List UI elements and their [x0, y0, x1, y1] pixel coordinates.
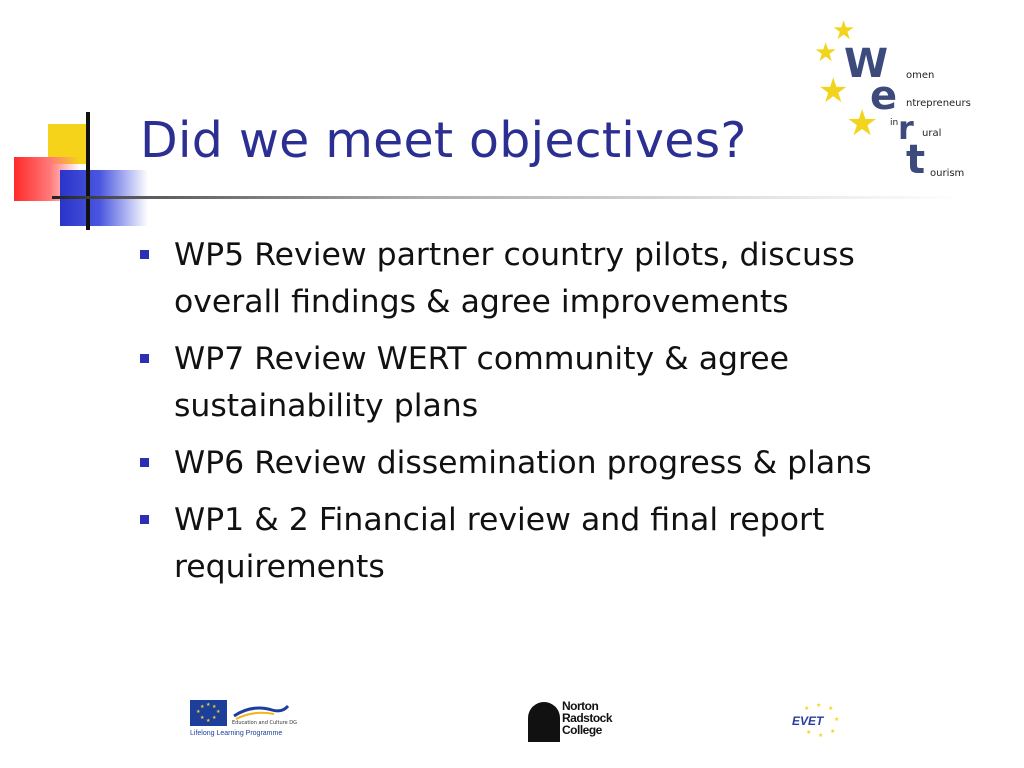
college-emblem-icon [528, 702, 560, 742]
bullet-marker [140, 458, 149, 467]
logo-word-rural: ural [922, 128, 942, 139]
logo-letter-w: W [844, 41, 889, 87]
bullet-list [138, 232, 968, 601]
title-underline [52, 196, 962, 199]
bullet-marker [140, 354, 149, 363]
logo-word-tourism: ourism [930, 168, 965, 179]
star-icon: ★ [846, 103, 879, 144]
star-icon: ★ [814, 38, 838, 68]
star-icon: ★ [804, 705, 810, 712]
bullet-item [138, 232, 968, 326]
bullet-item [138, 336, 968, 430]
logo-letter-e: e [870, 73, 898, 119]
eu-flag-icon: ★ ★ ★ ★ ★ ★ ★ ★ [190, 700, 227, 726]
bullet-marker [140, 250, 149, 259]
dg-caption: Education and Culture DG [232, 720, 297, 726]
star-icon: ★ [830, 728, 836, 735]
norton-radstock-college-logo [528, 700, 620, 746]
logo-letter-t: t [906, 137, 926, 183]
ecvet-logo [790, 702, 852, 742]
logo-word-women: omen [906, 70, 935, 81]
star-icon: ★ [816, 702, 822, 709]
college-name-line: College [562, 723, 602, 737]
star-icon: ★ [806, 729, 812, 736]
star-icon: ★ [828, 705, 834, 712]
ecvet-text: EVET [792, 714, 824, 728]
bullet-text: WP7 Review WERT community & agree sustainability plans [174, 341, 790, 424]
lifelong-learning-caption: Lifelong Learning Programme [190, 730, 283, 737]
college-name [562, 700, 612, 736]
college-name-line: Radstock [562, 711, 613, 725]
swoosh-icon [232, 702, 290, 722]
star-icon: ★ [818, 732, 824, 739]
logo-word-entrepreneurs: ntrepreneurs [906, 98, 971, 109]
bullet-text: WP6 Review dissemination progress & plans [174, 445, 872, 481]
bullet-text: WP1 & 2 Financial review and final report requirements [174, 502, 825, 585]
logo-letter-r: r [898, 109, 914, 147]
bullet-item [138, 440, 968, 487]
bullet-item [138, 497, 968, 591]
star-icon: ★ [832, 16, 856, 46]
bullet-marker [140, 515, 149, 524]
star-icon: ★ [834, 716, 840, 723]
lifelong-learning-logo [190, 700, 300, 742]
bullet-text: WP5 Review partner country pilots, discuss overall findings & agree improvements [174, 237, 855, 320]
slide-title: Did we meet objectives? [140, 112, 747, 169]
wert-logo [810, 18, 980, 188]
star-icon: ★ [818, 71, 849, 111]
deco-vertical-line [86, 112, 90, 230]
logo-word-in: in [890, 118, 899, 128]
college-name-line: Norton [562, 699, 599, 713]
